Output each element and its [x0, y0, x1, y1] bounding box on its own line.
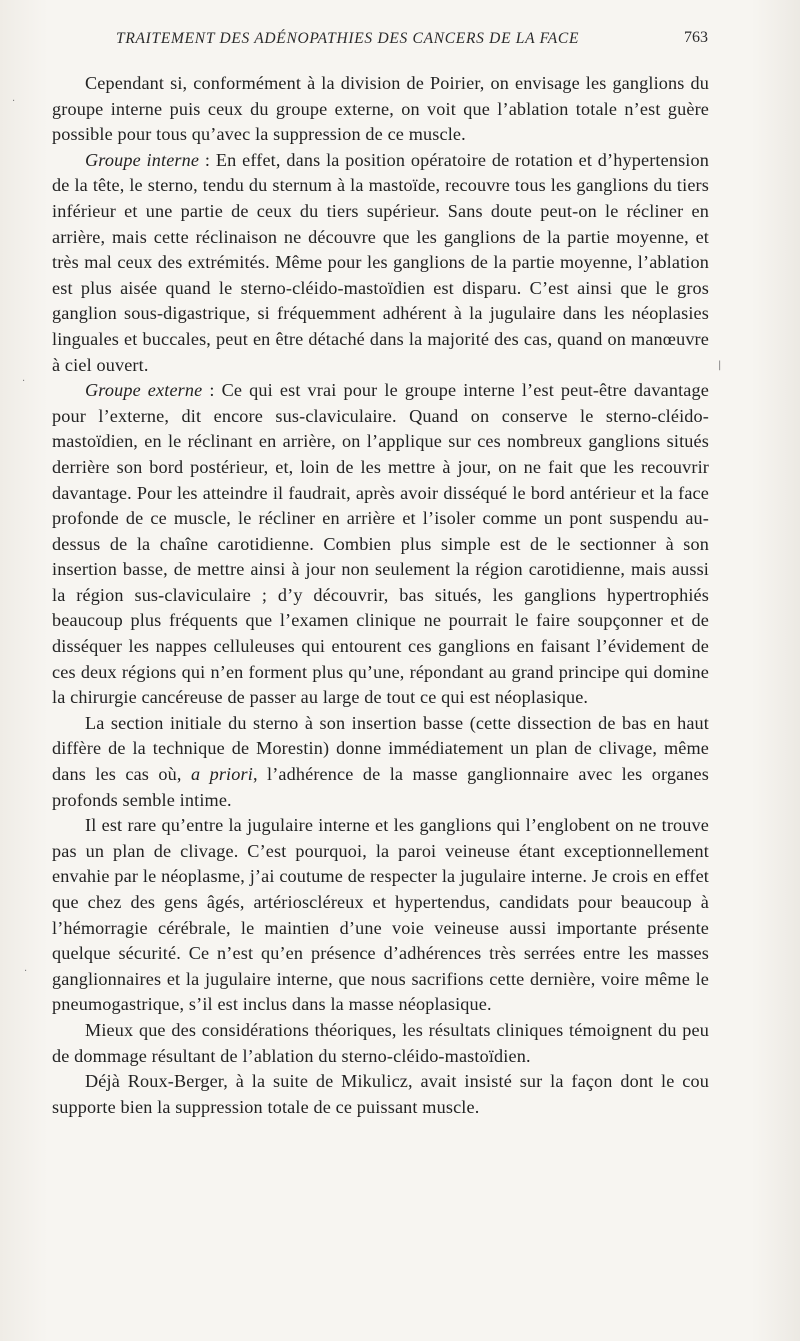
paragraph-4-italic: a priori: [190, 764, 253, 785]
margin-speck: ·: [12, 96, 16, 107]
paragraph-5: [52, 813, 709, 1018]
paragraph-3: [52, 378, 709, 711]
body-text: [52, 71, 709, 1120]
margin-speck: ·: [24, 966, 28, 977]
paragraph-4-text: La section initiale du sterno à son insertion basse (cette dissection de bas en haut diffère de la technique de Morestin) donne immédiatement un plan de clivage, même dans les cas où,: [52, 712, 709, 785]
paragraph-1-text: Cependant si, conformément à la division de Poirier, on envisage les ganglions du groupe interne puis ceux du groupe externe, on voit que l’ablation totale n’est guère possible pour tous qu’avec la suppression de ce muscle.: [52, 73, 709, 145]
paragraph-6: [52, 1018, 709, 1069]
paragraph-3-text: : Ce qui est vrai pour le groupe interne l’est peut-être davantage pour l’externe, dit encore sus-claviculaire. Quand on conserve le sterno-cléido-mastoïdien, en le réclinant en arrière, on l’applique sur ces nombreux ganglions situés derrière son bord postérieur, et, loin de les mettre à jour, on ne fait que les recouvrir davantage. Pour les atteindre il faudrait, après avoir disséqué le bord antérieur et la face profonde de ce muscle, le récliner en arrière et l’isoler comme un pont suspendu au-dessus de la chaîne carotidienne. Combien plus simple est de le sectionner à son insertion basse, de mettre ainsi à jour non seulement la région carotidienne, mais aussi la région sus-claviculaire ; d’y découvrir, bas situés, les ganglions hypertrophiés beaucoup plus fréquents que l’examen clinique ne pourrait le faire soupçonner et de disséquer les nappes celluleuses qui entourent ces ganglions en faisant l’évidement de ces deux régions qui n’en forment plus qu’une, répondant au grand principe qui domine la chirurgie cancéreuse de passer au large de tout ce qui est néoplasique.: [52, 380, 709, 708]
margin-speck: |: [718, 360, 722, 371]
running-head: [116, 30, 708, 54]
paragraph-7-text: Déjà Roux-Berger, à la suite de Mikulicz, avait insisté sur la façon dont le cou supporte bien la suppression totale de ce puissant muscle.: [52, 1071, 709, 1117]
page-number: 763: [684, 29, 708, 46]
paragraph-4: [52, 711, 709, 813]
running-title: TRAITEMENT DES ADÉNOPATHIES DES CANCERS DE LA FACE: [116, 30, 580, 47]
paragraph-5-text: Il est rare qu’entre la jugulaire interne et les ganglions qui l’englobent on ne trouve pas un plan de clivage. C’est pourquoi, la paroi veineuse étant exceptionnellement envahie par le néoplasme, j’ai coutume de respecter la jugulaire interne. Je crois en effet que chez des gens âgés, artérioscléreux et hypertendus, candidats pour beaucoup à l’hémorragie cérébrale, le maintien d’une voie veineuse aussi importante présente quelque sécurité. Ce n’est qu’en présence d’adhérences très serrées entre les masses ganglionnaires et la jugulaire interne, que nous sacrifions cette dernière, voire même le pneumogastrique, s’il est inclus dans la masse néoplasique.: [52, 815, 709, 1015]
paragraph-1: [52, 71, 709, 148]
margin-speck: ·: [22, 376, 26, 387]
paragraph-2-text: : En effet, dans la position opératoire de rotation et d’hypertension de la tête, le sterno, tendu du sternum à la mastoïde, recouvre tous les ganglions du tiers inférieur et une partie de ceux du tiers supérieur. Sans doute peut-on le récliner en arrière, mais cette réclinaison ne découvre que les ganglions de la partie moyenne, et très mal ceux des extrémités. Même pour les ganglions de la partie moyenne, l’ablation est plus aisée quand le sterno-cléido-mastoïdien est disparu. C’est ainsi que le gros ganglion sous-digastrique, si fréquemment adhérent à la jugulaire dans les néoplasies linguales et buccales, peut en être détaché dans la majorité des cas, quand on manœuvre à ciel ouvert.: [52, 149, 709, 375]
paragraph-4-tail: , l’adhérence de la masse ganglionnaire avec les organes profonds semble intime.: [52, 764, 709, 810]
paragraph-6-text: Mieux que des considérations théoriques, les résultats cliniques témoignent du peu de dommage résultant de l’ablation du sterno-cléido-mastoïdien.: [52, 1019, 709, 1066]
section-lead-groupe-externe: Groupe externe: [85, 380, 203, 401]
section-lead-groupe-interne: Groupe interne: [85, 149, 200, 170]
paragraph-7: [52, 1069, 709, 1120]
paragraph-2: [52, 148, 709, 378]
